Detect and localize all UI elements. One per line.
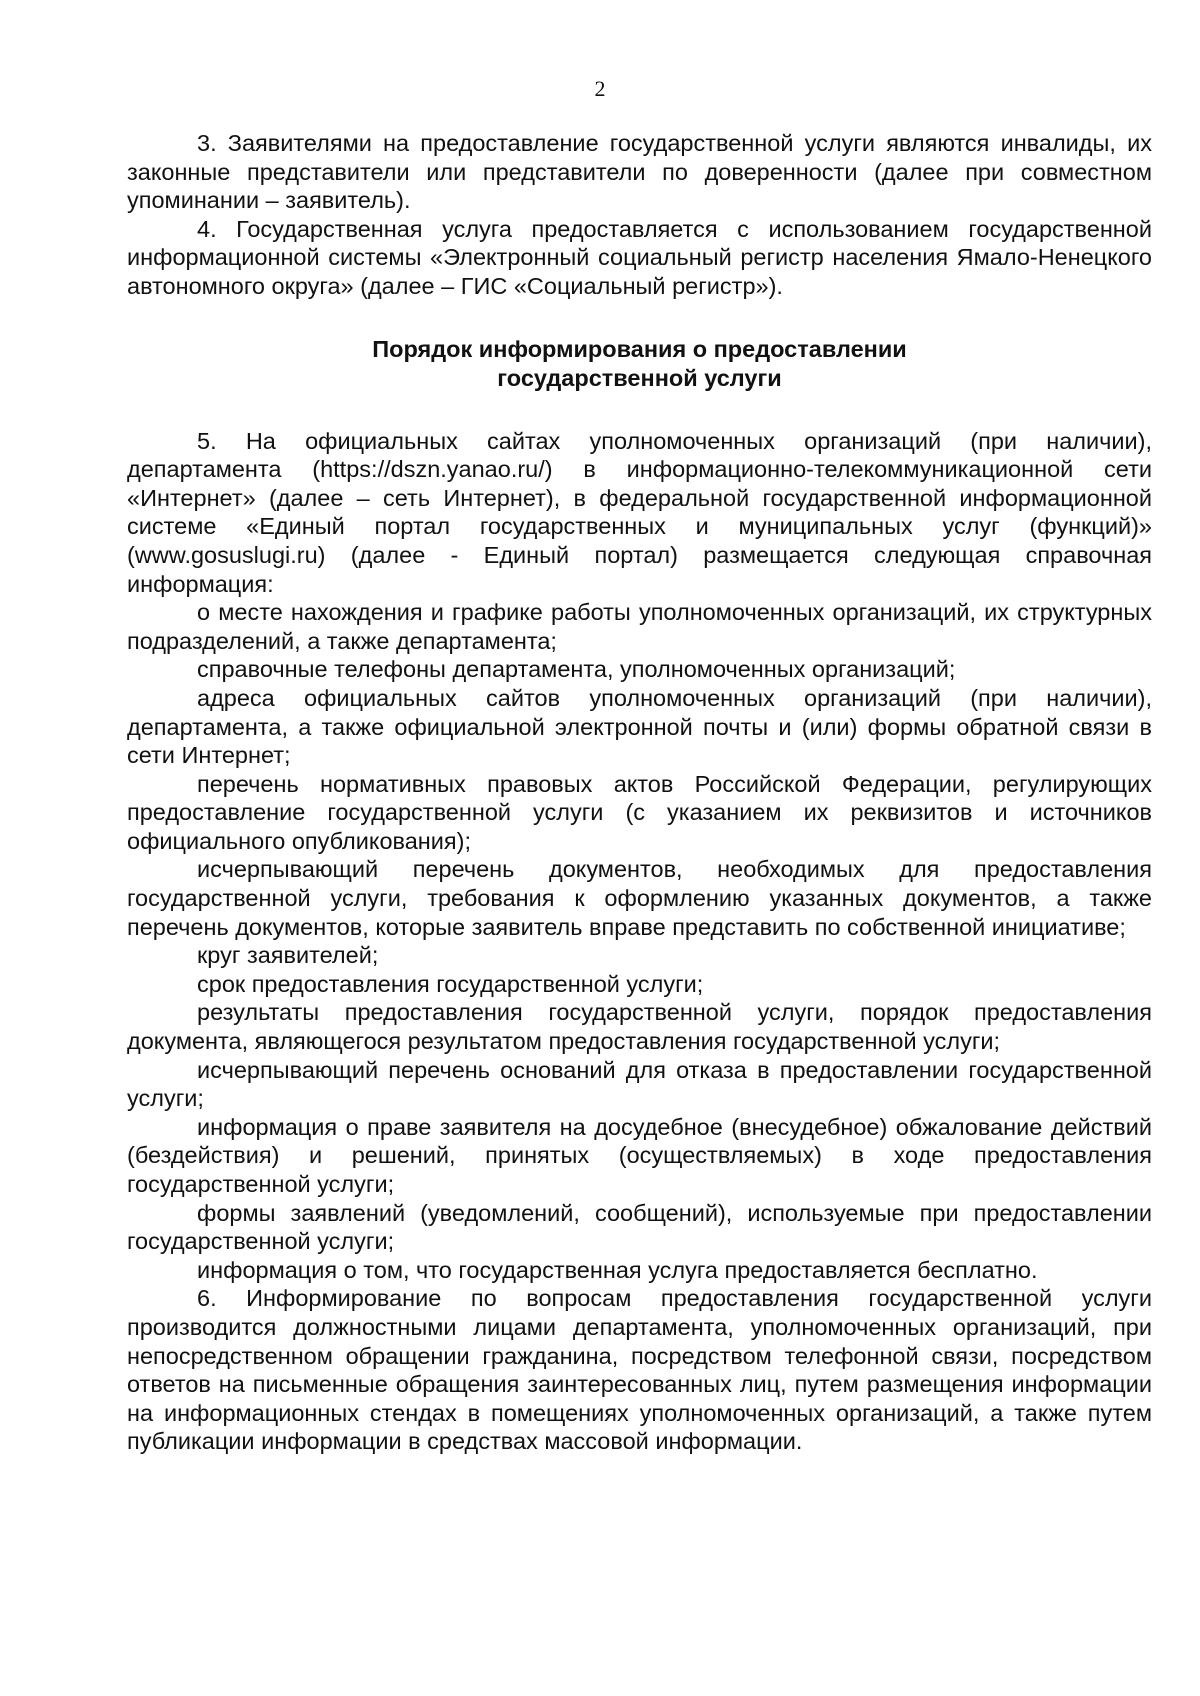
- list-item-free-of-charge: информация о том, что государственная услуга предоставляется бесплатно.: [197, 1256, 1038, 1283]
- list-item-location: о месте нахождения и графике работы уполномоченных организаций, их структурных подразделений, а также департамента;: [127, 599, 1152, 654]
- paragraph-4: 4. Государственная услуга предоставляется с использованием государственной информационной системы «Электронный социальный регистр населения Ямало-Ненецкого автономного округа» (далее – ГИС «Социальный регистр»).: [127, 215, 1152, 299]
- section-heading-line-2: государственной услуги: [497, 364, 782, 391]
- paragraph-5: 5. На официальных сайтах уполномоченных организаций (при наличии), департамента (https://dszn.yanao.ru/) в информационно-телекоммуникационной сети «Интернет» (далее – сеть Интернет), в федеральной государственной информационной системе «Единый портал государственных и муниципальных услуг (функций)» (www.gosuslugi.ru) (далее - Единый портал) размещается следующая справочная информация:: [127, 427, 1152, 597]
- list-item-applicants: круг заявителей;: [197, 942, 379, 969]
- paragraph-6: 6. Информирование по вопросам предоставления государственной услуги производится должностными лицами департамента, уполномоченных организаций, при непосредственном обращении гражданина, посредством телефонной связи, посредством ответов на письменные обращения заинтересованных лиц, путем размещения информации на информационных стендах в помещениях уполномоченных организаций, а также путем публикации информации в средствах массовой информации.: [127, 1285, 1152, 1455]
- section-heading: [127, 335, 1152, 393]
- list-item-legal-acts: перечень нормативных правовых актов Российской Федерации, регулирующих предоставление государственной услуги (с указанием их реквизитов и источников официального опубликования);: [127, 770, 1152, 854]
- page-number: 2: [594, 76, 606, 101]
- section-informing: [127, 427, 1152, 1456]
- section-heading-line-1: Порядок информирования о предоставлении: [372, 335, 907, 362]
- list-item-websites: адреса официальных сайтов уполномоченных организаций (при наличии), департамента, а также официальной электронной почты и (или) формы обратной связи в сети Интернет;: [127, 684, 1152, 769]
- list-item-term: срок предоставления государственной услуги;: [197, 970, 704, 997]
- list-item-appeal: информация о праве заявителя на досудебное (внесудебное) обжалование действий (бездействия) и решений, принятых (осуществляемых) в ходе предоставления государственной услуги;: [127, 1113, 1152, 1197]
- paragraph-3: 3. Заявителями на предоставление государственной услуги являются инвалиды, их законные представители или представители по доверенности (далее при совместном упоминании – заявитель).: [127, 130, 1152, 214]
- list-item-documents: исчерпывающий перечень документов, необходимых для предоставления государственной услуги, требования к оформлению указанных документов, а также перечень документов, которые заявитель вправе представить по собственной инициативе;: [127, 856, 1152, 940]
- list-item-forms: формы заявлений (уведомлений, сообщений), используемые при предоставлении государственной услуги;: [127, 1199, 1152, 1255]
- section-applicants: [127, 129, 1152, 301]
- document-body: [127, 129, 1152, 1456]
- list-item-phones: справочные телефоны департамента, уполномоченных организаций;: [197, 656, 956, 683]
- list-item-results: результаты предоставления государственной услуги, порядок предоставления документа, являющегося результатом предоставления государственной услуги;: [127, 999, 1152, 1055]
- list-item-refusal-grounds: исчерпывающий перечень оснований для отказа в предоставлении государственной услуги;: [127, 1056, 1152, 1112]
